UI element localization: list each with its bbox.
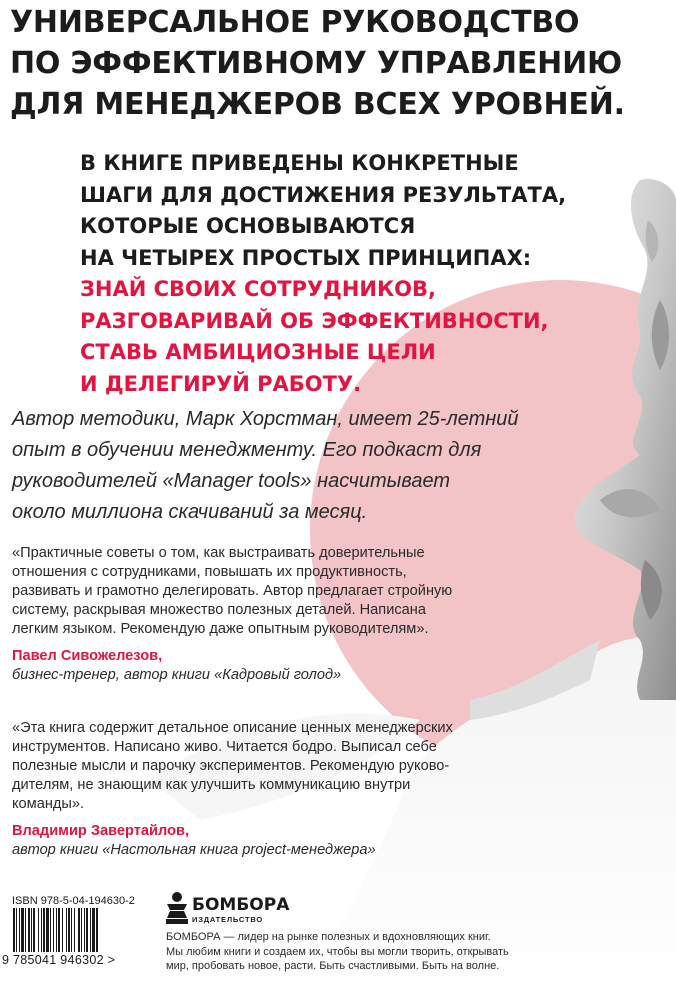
headline xyxy=(10,2,650,125)
testimonial-line: отношения с сотрудниками, повышать их продуктивность, xyxy=(12,564,407,580)
barcode-bar xyxy=(19,908,20,952)
testimonial-line: развивать и грамотно делегировать. Автор предлагает стройную xyxy=(12,583,453,599)
barcode-bar xyxy=(16,908,17,952)
barcode-digits: 9 785041 946302 > xyxy=(2,953,116,967)
barcode-bar xyxy=(84,908,85,952)
testimonial-author-role: автор книги «Настольная книга project-менеджера» xyxy=(12,842,376,858)
barcode-bar xyxy=(58,908,60,952)
testimonial-1 xyxy=(12,544,572,685)
barcode-bar xyxy=(46,908,49,952)
barcode-bar xyxy=(62,908,63,952)
barcode-bar xyxy=(31,908,32,952)
testimonial-line: «Практичные советы о том, как выстраивать доверительные xyxy=(12,545,425,561)
testimonial-line: «Эта книга содержит детальное описание ценных менеджерских xyxy=(12,720,453,736)
barcode xyxy=(12,908,124,952)
testimonial-line: легким языком. Рекомендую даже опытным руководителям». xyxy=(12,621,429,637)
barcode-bar xyxy=(92,908,95,952)
testimonial-author-name: Павел Сивожелезов, xyxy=(12,648,163,664)
principle-highlight: СТАВЬ АМБИЦИОЗНЫЕ ЦЕЛИ xyxy=(80,340,436,364)
testimonial-line: инструментов. Написано живо. Читается бодро. Выписал себе xyxy=(12,739,437,755)
barcode-bar xyxy=(38,908,39,952)
testimonial-line: команды». xyxy=(12,796,85,812)
barcode-bar xyxy=(78,908,80,952)
headline-line: ПО ЭФФЕКТИВНОМУ УПРАВЛЕНИЮ xyxy=(10,46,623,81)
barcode-bar xyxy=(50,908,51,952)
principles-intro-line: НА ЧЕТЫРЕХ ПРОСТЫХ ПРИНЦИПАХ: xyxy=(80,245,532,270)
author-paragraph-line: опыт в обучении менеджменту. Его подкаст для xyxy=(12,439,482,461)
testimonial-author-role: бизнес-тренер, автор книги «Кадровый голод» xyxy=(12,667,342,683)
headline-line: ДЛЯ МЕНЕДЖЕРОВ ВСЕХ УРОВНЕЙ. xyxy=(10,87,625,122)
author-paragraph-line: около миллиона скачиваний за месяц. xyxy=(12,501,368,523)
publisher-subtitle: ИЗДАТЕЛЬСТВО xyxy=(192,915,263,924)
author-paragraph-line: Автор методики, Марк Хорстман, имеет 25-летний xyxy=(12,408,519,430)
testimonial-line: систему, раскрывая множество полезных деталей. Написана xyxy=(12,602,426,618)
barcode-bar xyxy=(71,908,72,952)
publisher-description xyxy=(166,930,666,974)
publisher-description-line: Мы любим книги и создаем их, чтобы вы могли творить, открывать xyxy=(166,945,509,958)
testimonial-author-name: Владимир Завертайлов, xyxy=(12,823,190,839)
barcode-bar xyxy=(25,908,26,952)
publisher-name: БОМБОРА xyxy=(192,895,290,915)
barcode-bar xyxy=(66,908,67,952)
barcode-bar xyxy=(86,908,88,952)
headline-line: УНИВЕРСАЛЬНОЕ РУКОВОДСТВО xyxy=(10,5,580,40)
author-paragraph-line: руководителей «Manager tools» насчитывает xyxy=(12,470,451,492)
barcode-bar xyxy=(21,908,24,952)
principle-highlight: ЗНАЙ СВОИХ СОТРУДНИКОВ, xyxy=(80,277,437,301)
barcode-bar xyxy=(53,908,54,952)
barcode-bar xyxy=(41,908,42,952)
barcode-bar xyxy=(56,908,57,952)
barcode-bar xyxy=(96,908,98,952)
publisher-description-line: БОМБОРА — лидер на рынке полезных и вдохновляющих книг. xyxy=(166,931,491,943)
testimonial-line: полезные мысли и парочку экспериментов. Рекомендую руково- xyxy=(12,758,450,774)
publisher-bomb-icon xyxy=(164,890,190,926)
barcode-bar xyxy=(33,908,35,952)
barcode-bar xyxy=(90,908,91,952)
barcode-bar xyxy=(81,908,82,952)
testimonial-line: дителям, не знающим как улучшить коммуникацию внутри xyxy=(12,777,411,793)
barcode-bar xyxy=(28,908,30,952)
principles-intro-line: КОТОРЫЕ ОСНОВЫВАЮТСЯ xyxy=(80,214,416,238)
barcode-bar xyxy=(68,908,70,952)
principle-highlight: И ДЕЛЕГИРУЙ РАБОТУ. xyxy=(80,371,362,396)
author-paragraph xyxy=(12,404,572,528)
principles-intro-line: В КНИГЕ ПРИВЕДЕНЫ КОНКРЕТНЫЕ xyxy=(80,151,519,175)
barcode-bar xyxy=(74,908,75,952)
publisher-logo xyxy=(164,890,289,926)
testimonial-2 xyxy=(12,719,572,860)
barcode-bar xyxy=(13,908,15,952)
principles-block xyxy=(80,148,660,400)
principle-highlight: РАЗГОВАРИВАЙ ОБ ЭФФЕКТИВНОСТИ, xyxy=(80,308,549,333)
isbn-label: ISBN 978-5-04-194630-2 xyxy=(12,895,135,907)
barcode-bar xyxy=(43,908,45,952)
principles-intro-line: ШАГИ ДЛЯ ДОСТИЖЕНИЯ РЕЗУЛЬТАТА, xyxy=(80,182,567,207)
publisher-description-line: мир, пробовать новое, расти. Быть счастливыми. Быть на волне. xyxy=(166,960,500,972)
